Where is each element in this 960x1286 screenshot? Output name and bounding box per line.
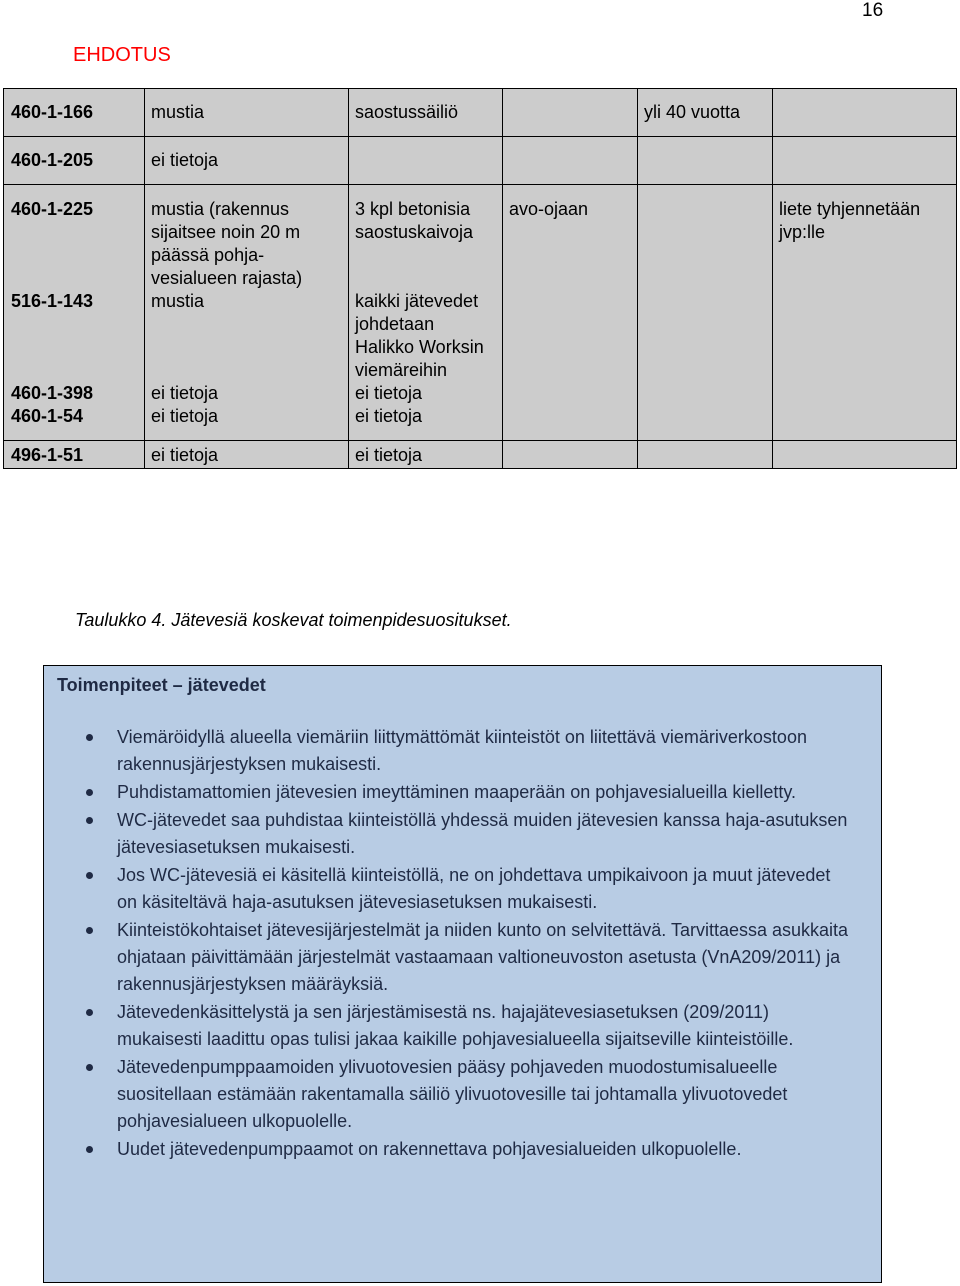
table-cell: ei tietoja <box>349 405 503 441</box>
table-row <box>4 89 957 137</box>
measures-box <box>43 665 882 1283</box>
page-number: 16 <box>862 0 884 21</box>
table-cell: mustia <box>145 290 349 382</box>
bullet-icon <box>86 817 93 824</box>
table-cell <box>638 137 773 185</box>
table-row <box>4 441 957 469</box>
list-item <box>44 779 854 806</box>
table-cell: kaikki jätevedet johdetaan Halikko Worksin viemäreihin <box>349 290 503 382</box>
table-cell: 3 kpl betonisia saostuskaivoja <box>349 185 503 291</box>
table-row <box>4 185 957 291</box>
bullet-icon <box>86 1146 93 1153</box>
draft-label: EHDOTUS <box>73 44 171 66</box>
bullet-icon <box>86 789 93 796</box>
list-item <box>44 1136 854 1163</box>
table-cell: ei tietoja <box>145 382 349 405</box>
table-cell-property-id: 516-1-143 <box>4 290 145 382</box>
list-item-text: WC-jätevedet saa puhdistaa kiinteistöllä yhdessä muiden jätevesien kanssa haja-asutuksen jätevesiasetuksen mukaisesti. <box>117 810 848 857</box>
list-item <box>44 724 854 778</box>
table-cell <box>638 185 773 441</box>
table-cell: mustia <box>145 89 349 137</box>
table-cell: yli 40 vuotta <box>638 89 773 137</box>
bullet-icon <box>86 1064 93 1071</box>
table-cell-property-id: 496-1-51 <box>4 441 145 469</box>
table-cell <box>503 137 638 185</box>
table-cell <box>773 137 957 185</box>
list-item <box>44 917 854 998</box>
list-item <box>44 862 854 916</box>
table-cell: ei tietoja <box>145 441 349 469</box>
table-cell-property-id: 460-1-398 <box>4 382 145 405</box>
table-cell: ei tietoja <box>349 382 503 405</box>
list-item-text: Jätevedenkäsittelystä ja sen järjestämisestä ns. hajajätevesiasetuksen (209/2011) mukaisesti laadittu opas tulisi jakaa kaikille pohjavesialueella sijaitseville kiinteistöille. <box>117 1002 794 1049</box>
table-row <box>4 137 957 185</box>
list-item-text: Jätevedenpumppaamoiden ylivuotovesien pääsy pohjaveden muodostumisalueelle suositellaan estämään rakentamalla säiliö ylivuotovesille tai johtamalla ylivuotovedet pohjavesialueen ulkopuolelle. <box>117 1057 788 1131</box>
measures-list <box>44 724 854 1163</box>
table-cell-property-id: 460-1-54 <box>4 405 145 441</box>
table-cell: avo-ojaan <box>503 185 638 441</box>
bullet-icon <box>86 927 93 934</box>
list-item-text: Uudet jätevedenpumppaamot on rakennettava pohjavesialueiden ulkopuolelle. <box>117 1139 742 1159</box>
table-cell-property-id: 460-1-225 <box>4 185 145 291</box>
bullet-icon <box>86 872 93 879</box>
table-cell <box>503 89 638 137</box>
list-item-text: Jos WC-jätevesiä ei käsitellä kiinteistöllä, ne on johdettava umpikaivoon ja muut jätevedet on käsiteltävä haja-asutuksen jätevesiasetuksen mukaisesti. <box>117 865 831 912</box>
measures-title: Toimenpiteet – jätevedet <box>57 675 266 695</box>
table-cell <box>638 441 773 469</box>
table-cell-property-id: 460-1-205 <box>4 137 145 185</box>
table-cell: ei tietoja <box>145 405 349 441</box>
list-item <box>44 1054 854 1135</box>
table-cell <box>773 89 957 137</box>
table-caption: Taulukko 4. Jätevesiä koskevat toimenpidesuositukset. <box>75 610 512 630</box>
table-cell-property-id: 460-1-166 <box>4 89 145 137</box>
list-item <box>44 999 854 1053</box>
table-cell: ei tietoja <box>145 137 349 185</box>
table-cell <box>503 441 638 469</box>
list-item-text: Viemäröidyllä alueella viemäriin liittymättömät kiinteistöt on liitettävä viemäriverkostoon rakennusjärjestyksen mukaisesti. <box>117 727 807 774</box>
table-cell <box>773 441 957 469</box>
table-cell: saostussäiliö <box>349 89 503 137</box>
list-item-text: Puhdistamattomien jätevesien imeyttäminen maaperään on pohjavesialueilla kielletty. <box>117 782 797 802</box>
bullet-icon <box>86 1009 93 1016</box>
properties-table <box>3 88 957 469</box>
bullet-icon <box>86 734 93 741</box>
table-cell <box>349 137 503 185</box>
table-cell: ei tietoja <box>349 441 503 469</box>
list-item <box>44 807 854 861</box>
table-cell: mustia (rakennus sijaitsee noin 20 m päässä pohja-vesialueen rajasta) <box>145 185 349 291</box>
table-cell: liete tyhjennetään jvp:lle <box>773 185 957 441</box>
list-item-text: Kiinteistökohtaiset jätevesijärjestelmät ja niiden kunto on selvitettävä. Tarvittaessa asukkaita ohjataan päivittämään järjestelmät vastaamaan valtioneuvoston asetusta (VnA209/2011) ja rakennusjärjestyksen määräyksiä. <box>117 920 849 994</box>
